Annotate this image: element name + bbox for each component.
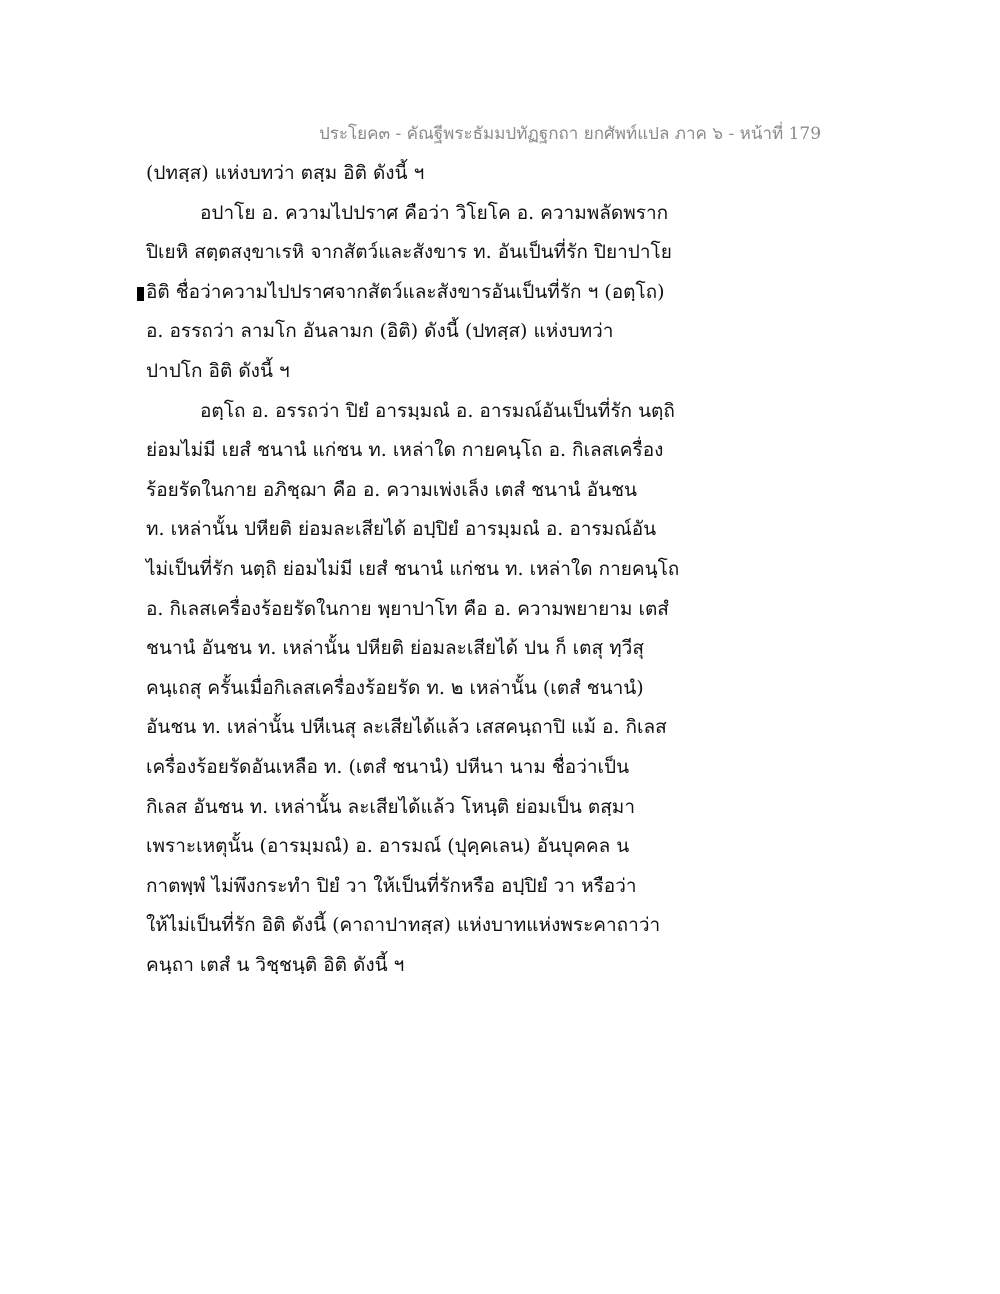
page-header: ประโยค๓ - คัณฐีพระธัมมปทัฏฐกถา ยกศัพท์แปล ภาค ๖ - หน้าที่ 179 <box>318 124 822 144</box>
text-line: อ. อรรถว่า ลามโก อันลามก (อิติ) ดังนี้ (ปทสฺส) แห่งบทว่า <box>146 320 614 343</box>
text-line: กิเลส อันชน ท. เหล่านั้น ละเสียได้แล้ว โหนฺติ ย่อมเป็น ตสฺมา <box>146 795 635 818</box>
body-text <box>146 160 746 991</box>
text-line: ชนานํ อันชน ท. เหล่านั้น ปหียติ ย่อมละเสียได้ ปน ก็ เตสุ ทฺวีสุ <box>146 637 644 660</box>
text-line: ปาปโก อิติ ดังนี้ ฯ <box>146 359 290 382</box>
text-line: ให้ไม่เป็นที่รัก อิติ ดังนี้ (คาถาปาทสฺส) แห่งบาทแห่งพระคาถาว่า <box>146 914 661 937</box>
text-line: อันชน ท. เหล่านั้น ปหีเนสุ ละเสียได้แล้ว เสสคนฺถาปิ แม้ อ. กิเลส <box>146 716 667 739</box>
text-line: อ. กิเลสเครื่องร้อยรัดในกาย พฺยาปาโท คือ อ. ความพยายาม เตสํ <box>146 597 669 620</box>
text-line: เพราะเหตุนั้น (อารมฺมณํ) อ. อารมณ์ (ปุคฺคเลน) อันบุคคล น <box>146 835 630 858</box>
margin-mark <box>137 287 144 301</box>
text-line: ร้อยรัดในกาย อภิชฺฌา คือ อ. ความเพ่งเล็ง เตสํ ชนานํ อันชน <box>146 478 637 501</box>
text-line: ท. เหล่านั้น ปหียติ ย่อมละเสียได้ อปฺปิยํ อารมฺมณํ อ. อารมณ์อัน <box>146 518 657 541</box>
text-line: อปาโย อ. ความไปปราศ คือว่า วิโยโค อ. ความพลัดพราก <box>200 201 669 224</box>
text-line: กาตพฺพํ ไม่พึงกระทำ ปิยํ วา ให้เป็นที่รักหรือ อปฺปิยํ วา หรือว่า <box>146 874 637 897</box>
text-line: ย่อมไม่มี เยสํ ชนานํ แก่ชน ท. เหล่าใด กายคนฺโถ อ. กิเลสเครื่อง <box>146 439 664 462</box>
text-line: อิติ ชื่อว่าความไปปราศจากสัตว์และสังขารอันเป็นที่รัก ฯ (อตฺโถ) <box>146 280 665 303</box>
text-line: เครื่องร้อยรัดอันเหลือ ท. (เตสํ ชนานํ) ปหีนา นาม ชื่อว่าเป็น <box>146 755 630 778</box>
text-line: (ปทสฺส) แห่งบทว่า ตสฺม อิติ ดังนี้ ฯ <box>146 162 425 184</box>
text-line: อตฺโถ อ. อรรถว่า ปิยํ อารมฺมณํ อ. อารมณ์อันเป็นที่รัก นตฺถิ <box>200 399 675 422</box>
text-line: คนฺเถสุ ครั้นเมื่อกิเลสเครื่องร้อยรัด ท. ๒ เหล่านั้น (เตสํ ชนานํ) <box>146 676 644 699</box>
text-line: ปิเยหิ สตฺตสงฺขาเรหิ จากสัตว์และสังขาร ท. อันเป็นที่รัก ปิยาปาโย <box>146 241 672 264</box>
text-line: คนฺถา เตสํ น วิชฺชนฺติ อิติ ดังนี้ ฯ <box>146 953 405 976</box>
text-line: ไม่เป็นที่รัก นตฺถิ ย่อมไม่มี เยสํ ชนานํ แก่ชน ท. เหล่าใด กายคนฺโถ <box>146 557 680 580</box>
